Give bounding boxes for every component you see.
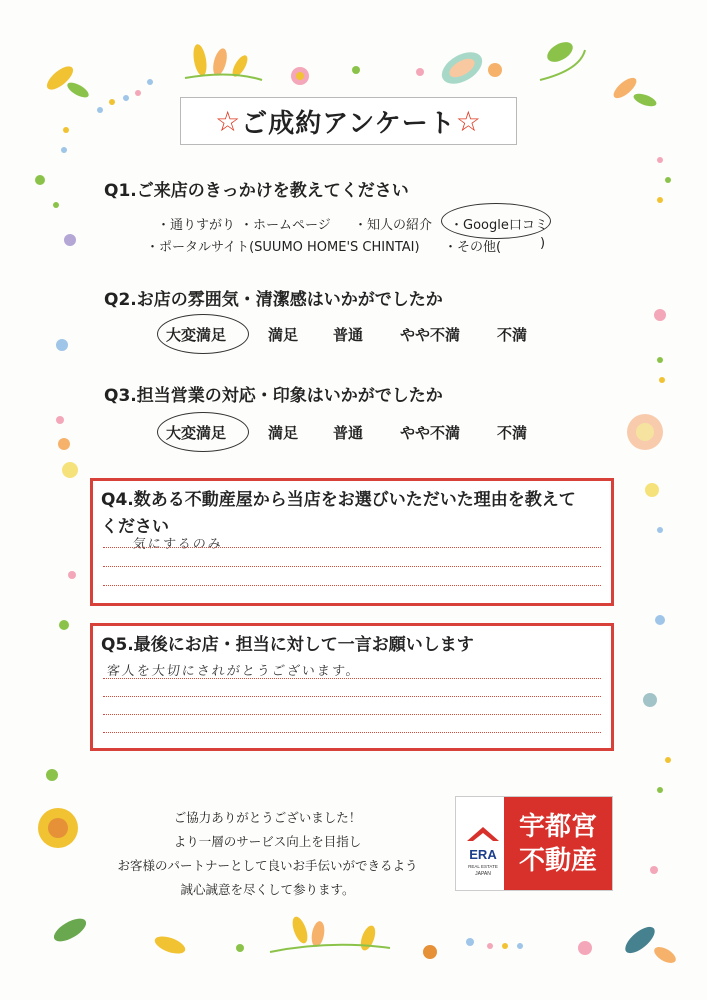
q1-option[interactable]: ・ホームページ — [240, 218, 331, 233]
house-roof-icon — [462, 803, 504, 885]
q1-option-close: ) — [540, 236, 546, 251]
q3-label: Q3.担当営業の対応・印象はいかがでしたか — [104, 386, 443, 406]
thanks-message: ご協力ありがとうございました！ より一層のサービス向上を目指し お客様のパートナーとして良いお手伝いができるよう 誠心誠意を尽くして参ります。 — [117, 810, 418, 897]
answer-circle — [157, 412, 249, 452]
era-logo — [462, 803, 504, 885]
answer-circle — [157, 314, 249, 354]
page-title: ご成約アンケート — [241, 108, 456, 139]
svg-text:ERA: ERA — [469, 847, 497, 862]
q2-option[interactable]: やや不満 — [400, 326, 461, 344]
q3-option[interactable]: 大変満足 — [166, 424, 227, 442]
q1-option[interactable]: ・Google口コミ — [450, 218, 548, 233]
q3-option[interactable]: 満足 — [268, 424, 299, 442]
q1-option[interactable]: ・ポータルサイト(SUUMO HOME'S CHINTAI) — [146, 240, 420, 255]
company-logo — [455, 796, 613, 891]
answer-line — [103, 714, 601, 715]
q1-option[interactable]: ・通りすがり — [157, 218, 236, 233]
q3-option[interactable]: 普通 — [333, 424, 364, 442]
answer-line — [103, 732, 601, 733]
q5-handwritten-answer: 客人を大切にされがとうございます。 — [106, 664, 362, 679]
answer-line — [103, 547, 601, 548]
survey-title — [180, 97, 517, 145]
q1-label: Q1.ご来店のきっかけを教えてください — [104, 181, 409, 201]
q1-option[interactable]: ・知人の紹介 — [354, 218, 433, 233]
q2-option[interactable]: 大変満足 — [166, 326, 227, 344]
answer-line — [103, 566, 601, 567]
answer-circle — [441, 203, 551, 239]
q2-option[interactable]: 普通 — [333, 326, 364, 344]
star-left-icon: ☆ — [215, 104, 242, 138]
svg-text:REAL ESTATE: REAL ESTATE — [468, 864, 498, 869]
q4-answer-box[interactable] — [90, 478, 614, 606]
q2-label: Q2.お店の雰囲気・清潔感はいかがでしたか — [104, 290, 443, 310]
answer-line — [103, 678, 601, 679]
answer-line — [103, 696, 601, 697]
q3-option[interactable]: 不満 — [497, 424, 528, 442]
q2-option[interactable]: 満足 — [268, 326, 299, 344]
q5-label: Q5.最後にお店・担当に対して一言お願いします — [101, 635, 474, 655]
bottom-leaves-icon — [50, 914, 678, 966]
svg-text:JAPAN: JAPAN — [475, 871, 491, 877]
q4-label: Q4.数ある不動産屋から当店をお選びいただいた理由を教えて ください — [101, 490, 576, 537]
q2-option[interactable]: 不満 — [497, 326, 528, 344]
star-right-icon: ☆ — [455, 104, 482, 138]
company-name: 宇都宮 不動産 — [504, 797, 612, 890]
q5-answer-box[interactable] — [90, 623, 614, 751]
q3-option[interactable]: やや不満 — [400, 424, 461, 442]
q1-option[interactable]: ・その他( — [444, 240, 502, 255]
q4-handwritten-answer: 気にするのみ — [132, 537, 224, 552]
answer-line — [103, 585, 601, 586]
